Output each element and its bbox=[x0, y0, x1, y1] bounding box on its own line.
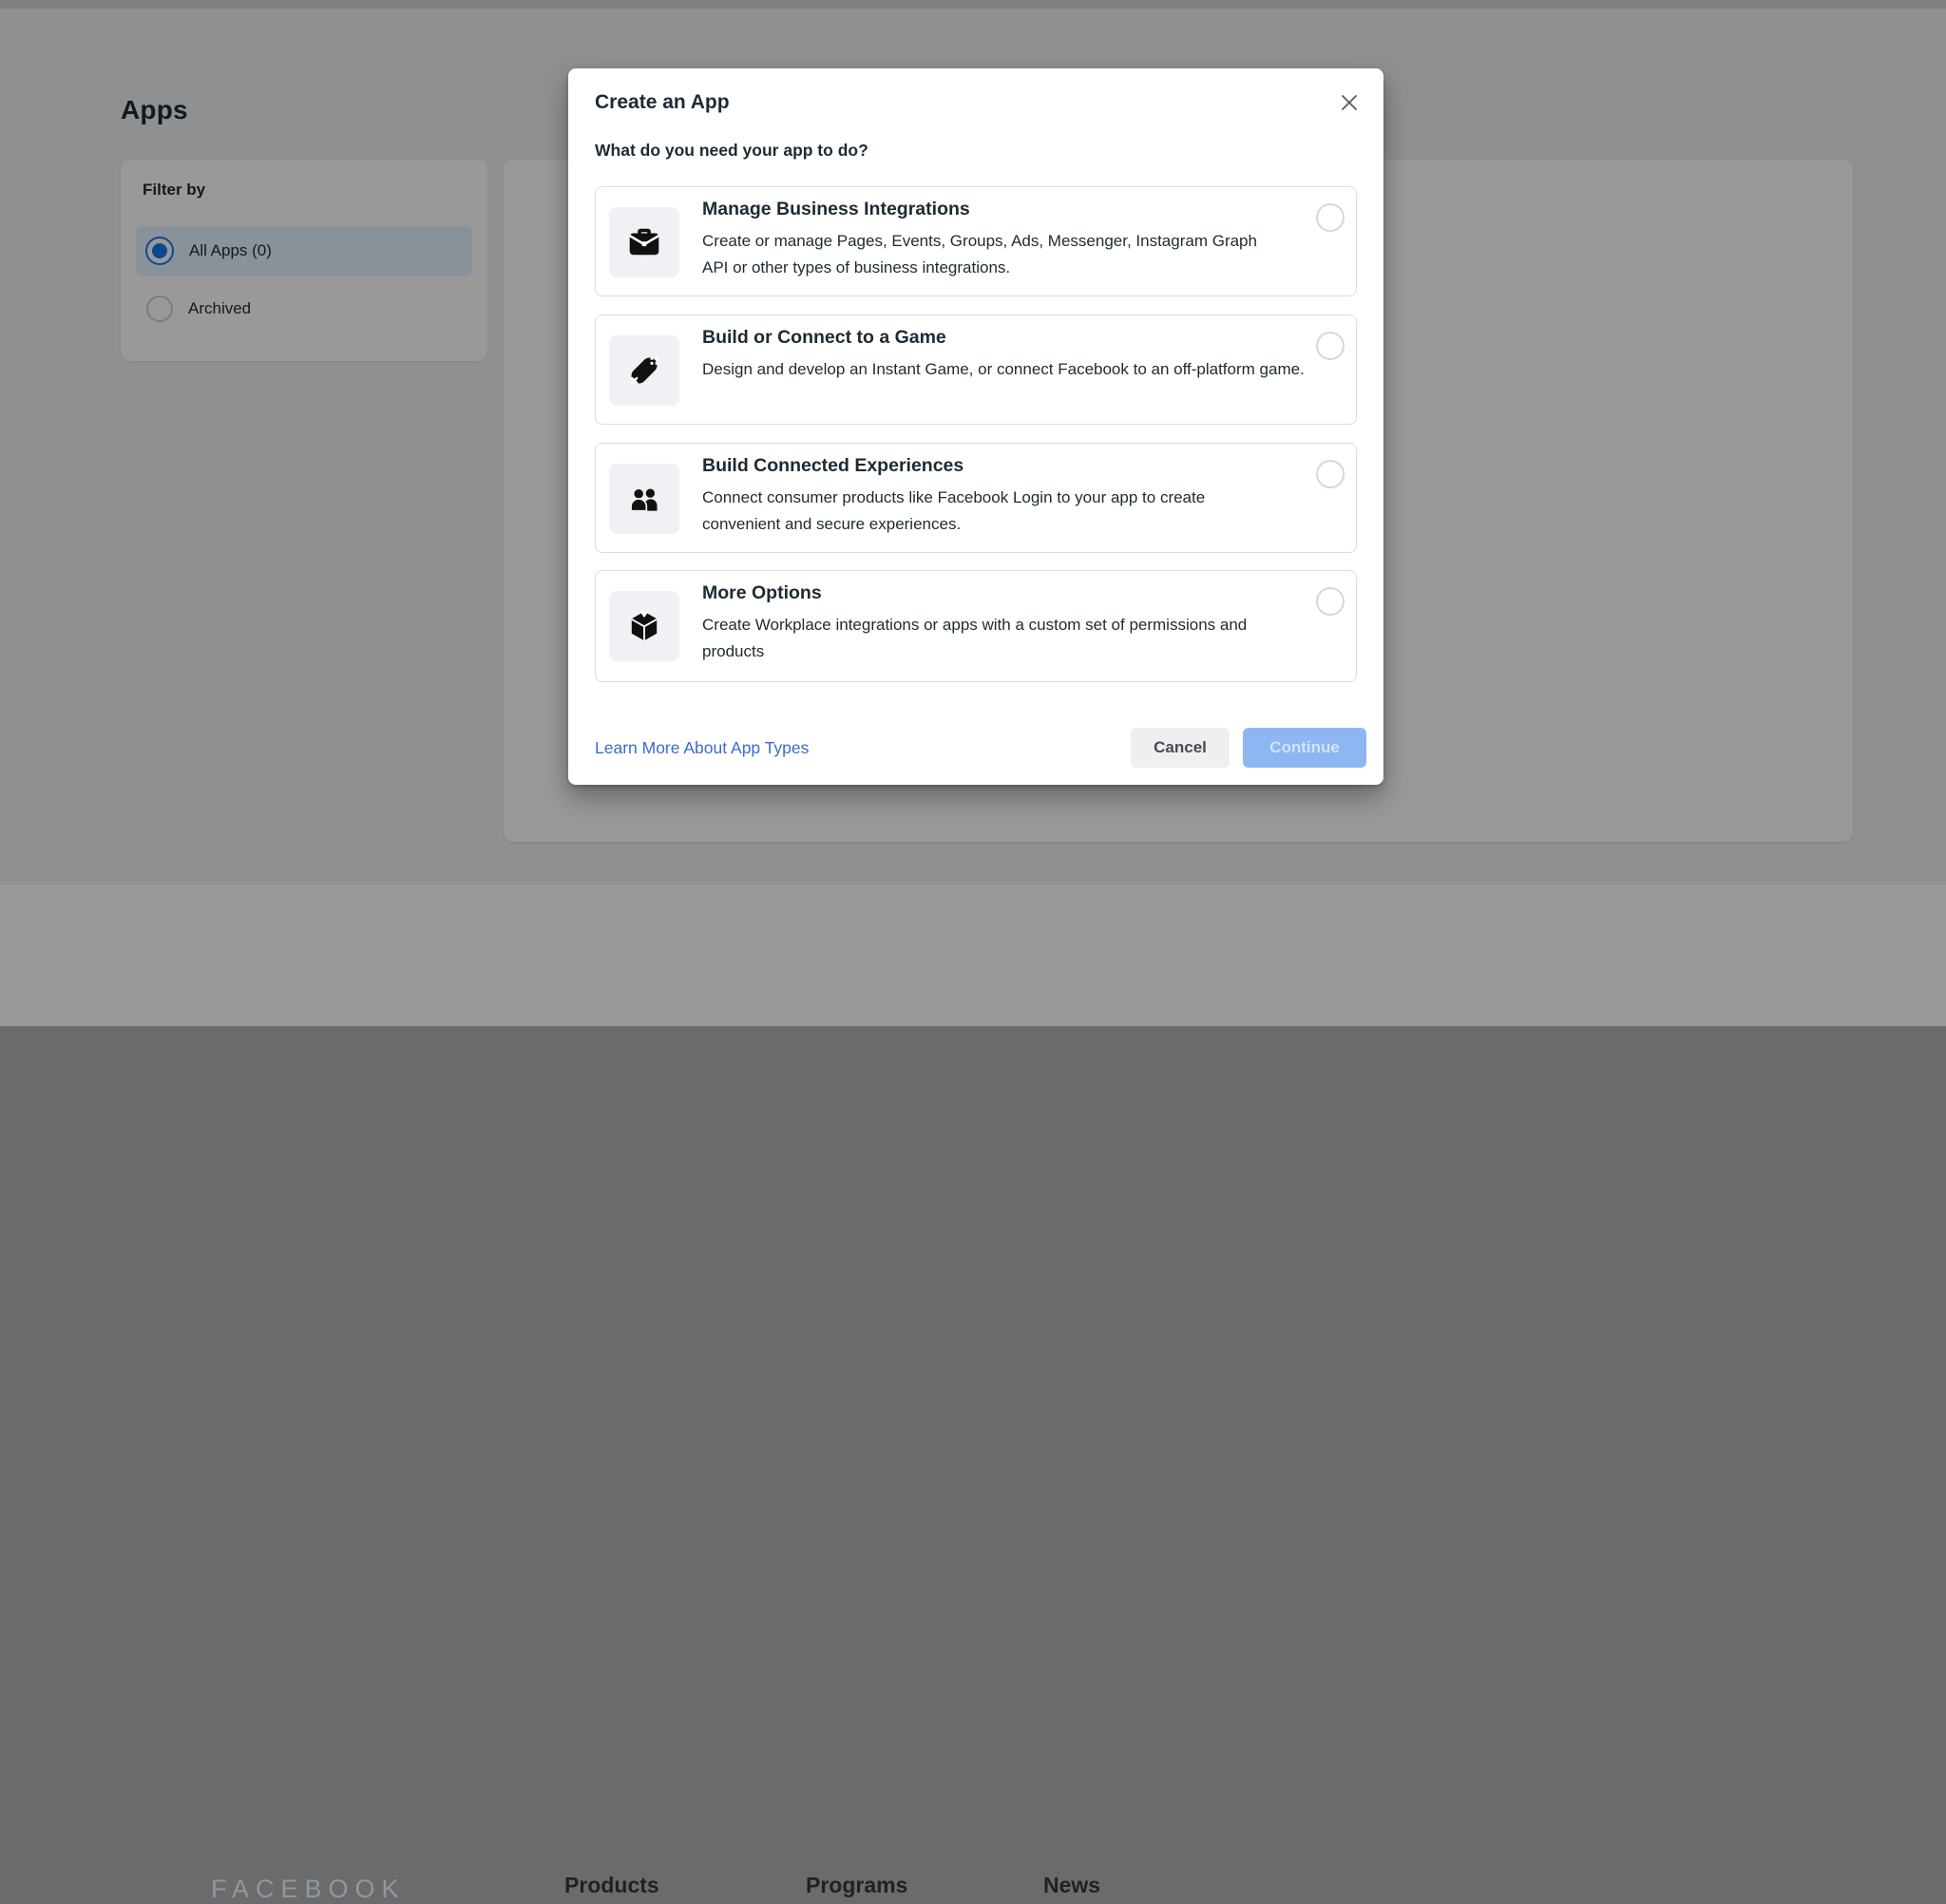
option-description: Design and develop an Instant Game, or connect Facebook to an off-platform game. bbox=[702, 360, 1305, 378]
option-description: Create or manage Pages, Events, Groups, Ads, Messenger, Instagram Graph API or other types of business integrations. bbox=[702, 232, 1257, 276]
cube-icon bbox=[609, 591, 679, 661]
option-radio[interactable] bbox=[1316, 203, 1345, 232]
continue-button[interactable]: Continue bbox=[1243, 728, 1366, 768]
filter-option-label: Archived bbox=[188, 299, 252, 317]
option-radio[interactable] bbox=[1316, 332, 1345, 360]
footer-column-programs: Programs bbox=[806, 1873, 908, 1897]
option-title: Manage Business Integrations bbox=[702, 199, 970, 219]
app-type-option-connected-experiences[interactable] bbox=[595, 443, 1357, 553]
option-title: Build or Connect to a Game bbox=[702, 327, 946, 348]
option-description: Connect consumer products like Facebook Login to your app to create convenient and secure experiences. bbox=[702, 488, 1206, 533]
gamepad-icon bbox=[609, 335, 679, 406]
close-icon bbox=[1338, 91, 1361, 114]
cancel-button[interactable]: Cancel bbox=[1131, 728, 1230, 768]
people-icon bbox=[609, 464, 679, 534]
learn-more-link[interactable]: Learn More About App Types bbox=[595, 737, 810, 757]
option-radio[interactable] bbox=[1316, 460, 1345, 488]
modal-footer bbox=[595, 728, 1366, 768]
option-radio[interactable] bbox=[1316, 587, 1345, 616]
close-button[interactable] bbox=[1336, 89, 1363, 116]
filter-panel-title: Filter by bbox=[143, 181, 206, 199]
footer-column-products: Products bbox=[564, 1873, 659, 1897]
option-title: Build Connected Experiences bbox=[702, 455, 964, 476]
modal-title: Create an App bbox=[595, 91, 730, 113]
filter-option-label: All Apps (0) bbox=[189, 241, 272, 259]
modal-question: What do you need your app to do? bbox=[595, 141, 868, 160]
facebook-wordmark: FACEBOOK bbox=[211, 1875, 406, 1903]
option-title: More Options bbox=[702, 582, 822, 603]
app-type-option-more[interactable] bbox=[595, 570, 1357, 682]
footer-column-news: News bbox=[1043, 1873, 1101, 1897]
app-type-option-game[interactable] bbox=[595, 314, 1357, 425]
option-description: Create Workplace integrations or apps with a custom set of permissions and products bbox=[702, 616, 1248, 660]
app-type-option-manage-business[interactable] bbox=[595, 186, 1357, 296]
create-app-modal bbox=[568, 68, 1383, 785]
briefcase-icon bbox=[609, 207, 679, 277]
page-title: Apps bbox=[121, 95, 188, 124]
